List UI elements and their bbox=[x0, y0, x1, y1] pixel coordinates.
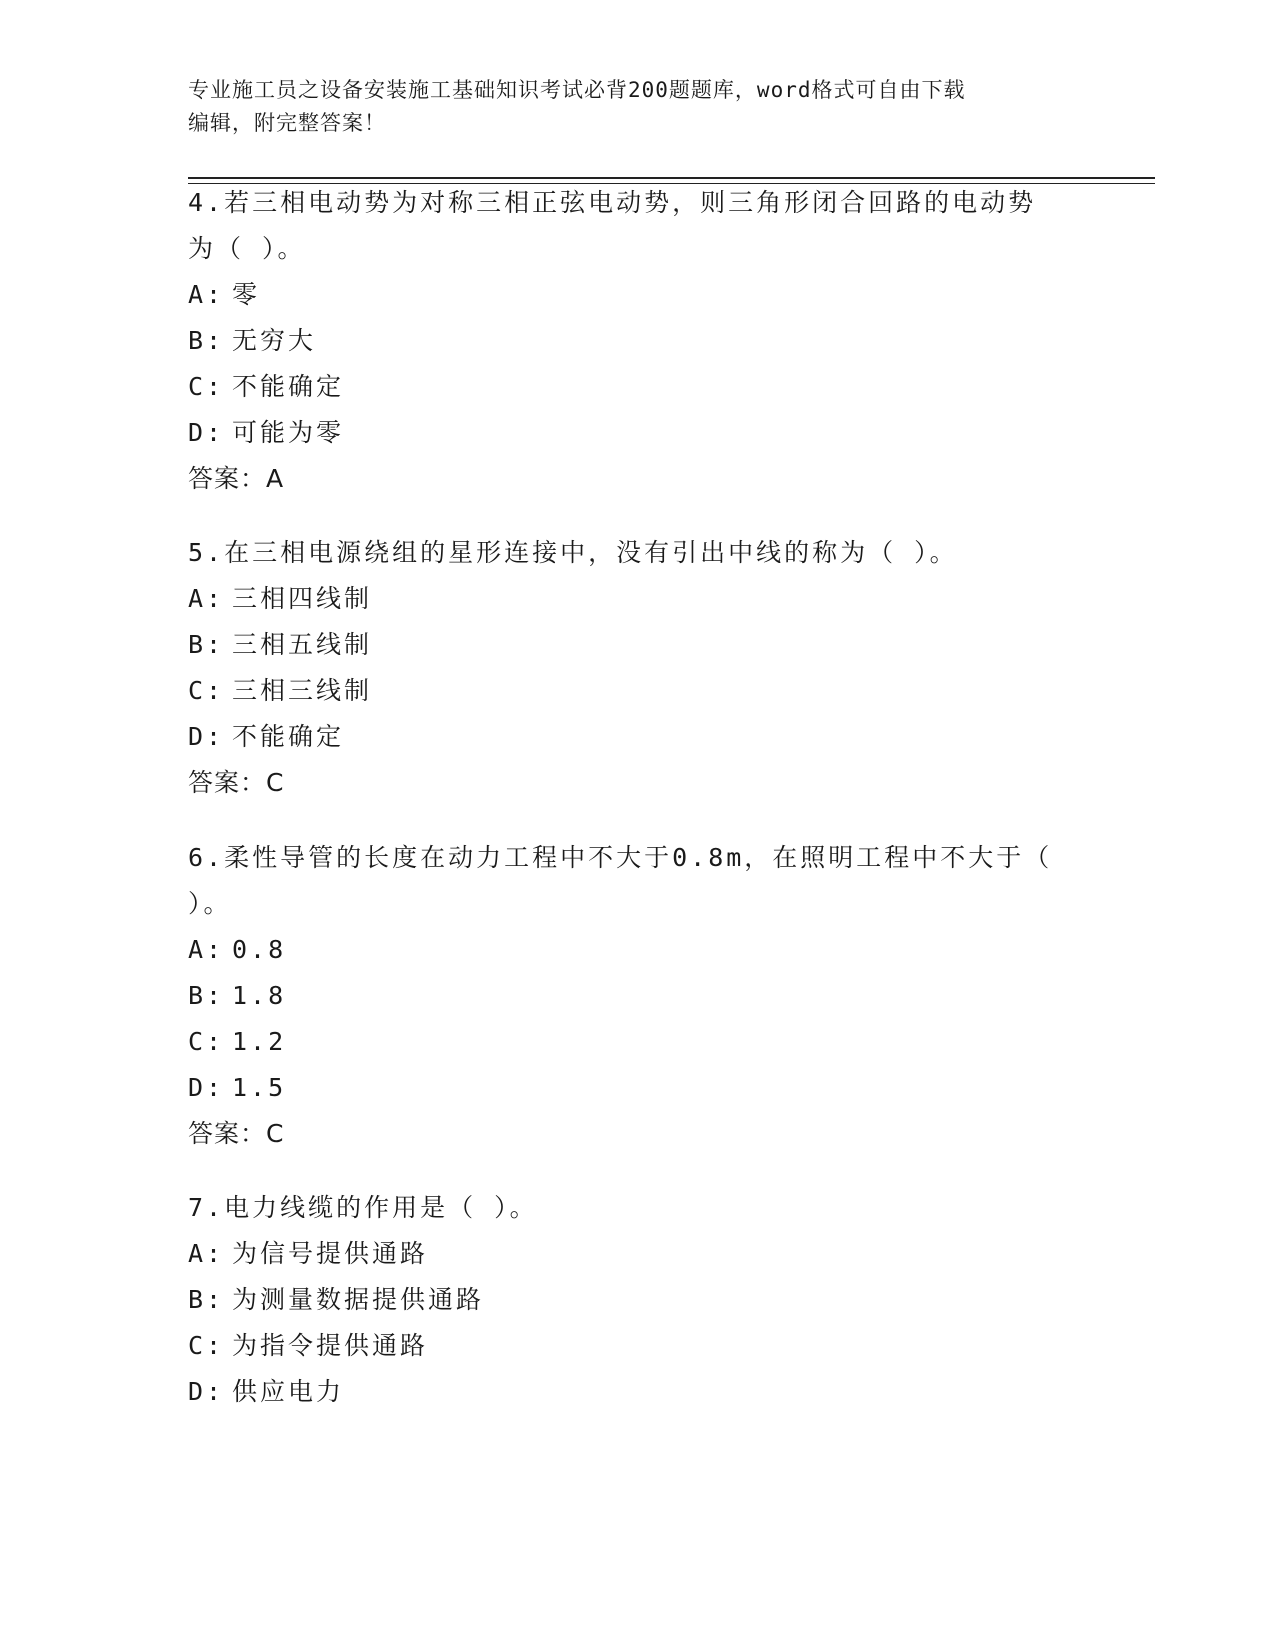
option-d bbox=[188, 1065, 1068, 1111]
option-letter: A: bbox=[188, 935, 225, 964]
question-4 bbox=[188, 180, 1068, 502]
option-letter: B: bbox=[188, 1285, 225, 1314]
header-line-2: 编辑，附完整答案！ bbox=[188, 111, 386, 135]
option-text: 三相四线制 bbox=[232, 584, 373, 613]
answer-line: 答案：C bbox=[188, 1119, 285, 1148]
option-c bbox=[188, 668, 1068, 714]
option-text: 1.8 bbox=[232, 981, 287, 1010]
option-letter: B: bbox=[188, 981, 225, 1010]
question-stem-line: 7.电力线缆的作用是（ ）。 bbox=[188, 1193, 538, 1222]
option-letter: C: bbox=[188, 1027, 225, 1056]
header-line-1: 专业施工员之设备安装施工基础知识考试必背200题题库，word格式可自由下载 bbox=[188, 78, 966, 102]
option-text: 0.8 bbox=[232, 935, 287, 964]
option-a bbox=[188, 1231, 1068, 1277]
option-text: 无穷大 bbox=[232, 326, 317, 355]
option-text: 可能为零 bbox=[232, 418, 345, 447]
option-letter: D: bbox=[188, 1073, 225, 1102]
option-b bbox=[188, 318, 1068, 364]
option-letter: B: bbox=[188, 326, 225, 355]
option-b bbox=[188, 973, 1068, 1019]
option-text: 供应电力 bbox=[232, 1377, 345, 1406]
option-letter: A: bbox=[188, 1239, 225, 1268]
question-6 bbox=[188, 835, 1068, 1157]
option-letter: C: bbox=[188, 1331, 225, 1360]
question-stem-line: 为（ ）。 bbox=[188, 234, 306, 263]
question-7 bbox=[188, 1185, 1068, 1415]
option-c bbox=[188, 1019, 1068, 1065]
option-text: 零 bbox=[232, 280, 261, 309]
option-letter: D: bbox=[188, 722, 225, 751]
question-stem-line: 6.柔性导管的长度在动力工程中不大于0.8m，在照明工程中不大于（ bbox=[188, 843, 1053, 872]
option-a bbox=[188, 576, 1068, 622]
option-text: 为指令提供通路 bbox=[232, 1331, 429, 1360]
option-text: 1.2 bbox=[232, 1027, 287, 1056]
option-text: 为信号提供通路 bbox=[232, 1239, 429, 1268]
option-a bbox=[188, 927, 1068, 973]
option-text: 三相五线制 bbox=[232, 630, 373, 659]
option-c bbox=[188, 1323, 1068, 1369]
option-d bbox=[188, 1369, 1068, 1415]
option-d bbox=[188, 714, 1068, 760]
option-b bbox=[188, 1277, 1068, 1323]
document-header bbox=[188, 74, 1068, 140]
option-text: 不能确定 bbox=[232, 722, 345, 751]
option-c bbox=[188, 364, 1068, 410]
option-letter: D: bbox=[188, 418, 225, 447]
question-stem-line: 5.在三相电源绕组的星形连接中，没有引出中线的称为（ ）。 bbox=[188, 538, 958, 567]
answer-line: 答案：A bbox=[188, 464, 285, 493]
option-letter: C: bbox=[188, 372, 225, 401]
question-stem-line: 4.若三相电动势为对称三相正弦电动势，则三角形闭合回路的电动势 bbox=[188, 188, 1037, 217]
answer-line: 答案：C bbox=[188, 768, 285, 797]
option-text: 不能确定 bbox=[232, 372, 345, 401]
option-letter: B: bbox=[188, 630, 225, 659]
option-text: 三相三线制 bbox=[232, 676, 373, 705]
option-letter: A: bbox=[188, 280, 225, 309]
question-stem-line: ）。 bbox=[188, 889, 232, 918]
option-b bbox=[188, 622, 1068, 668]
question-5 bbox=[188, 530, 1068, 806]
option-letter: A: bbox=[188, 584, 225, 613]
option-text: 1.5 bbox=[232, 1073, 287, 1102]
option-letter: C: bbox=[188, 676, 225, 705]
option-text: 为测量数据提供通路 bbox=[232, 1285, 485, 1314]
option-a bbox=[188, 272, 1068, 318]
option-letter: D: bbox=[188, 1377, 225, 1406]
header-divider-thick bbox=[188, 177, 1155, 179]
option-d bbox=[188, 410, 1068, 456]
